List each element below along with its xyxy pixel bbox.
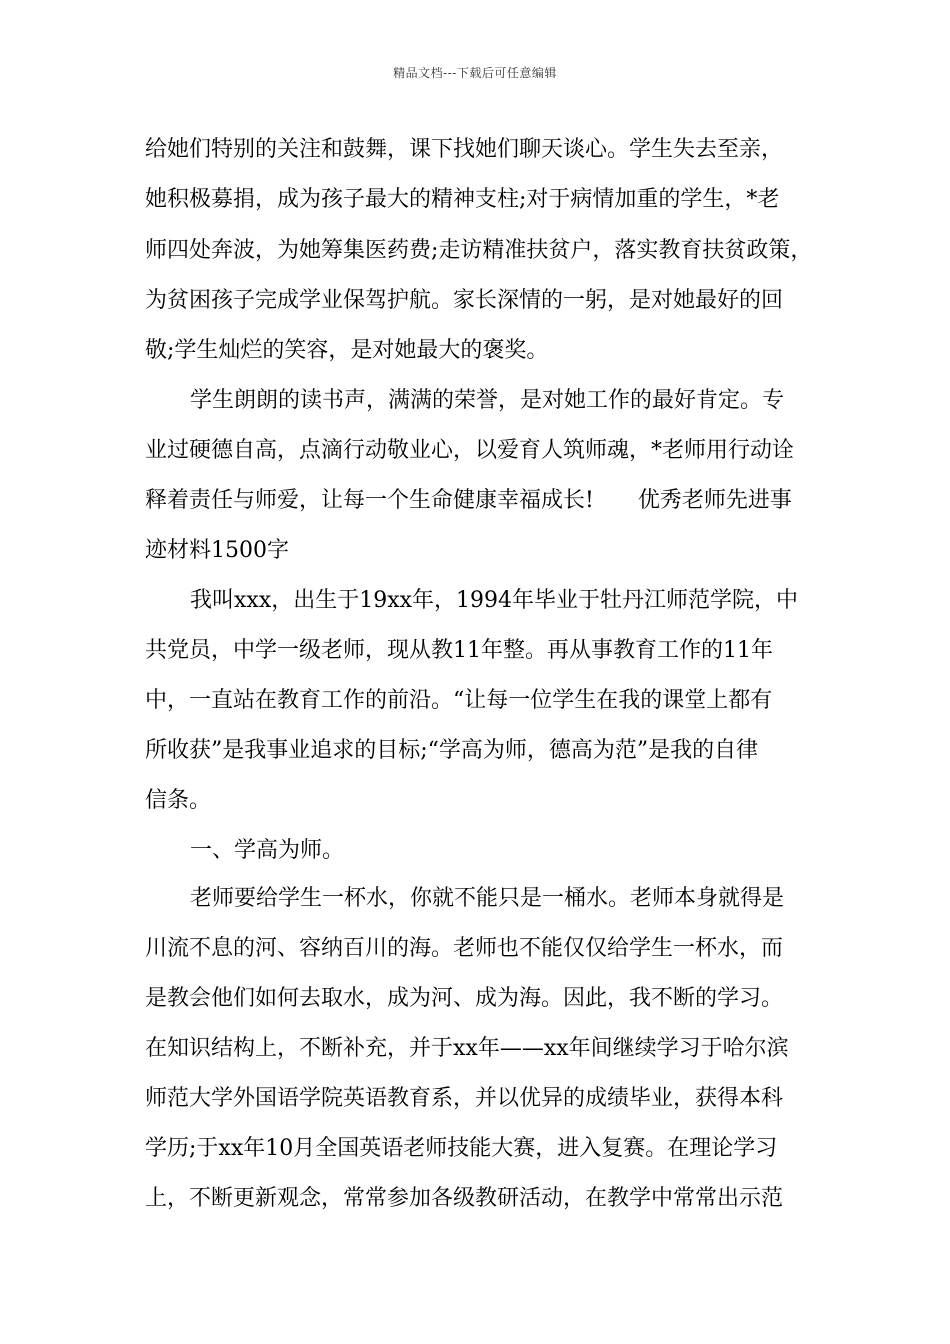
text-line: 释着责任与师爱，让每一个生命健康幸福成长! 优秀老师先进事 xyxy=(145,488,792,513)
text-line: 共党员，中学一级老师，现从教11年整。再从事教育工作的11年 xyxy=(145,638,773,663)
section-heading: 一、学高为师。 xyxy=(190,838,345,863)
text-line: 敬;学生灿烂的笑容，是对她最大的褒奖。 xyxy=(145,338,549,363)
text-line: 所收获”是我事业追求的目标;“学高为师，德高为范”是我的自律 xyxy=(145,738,759,763)
text-line: 学历;于xx年10月全国英语老师技能大赛，进入复赛。在理论学习 xyxy=(145,1136,778,1161)
text-line: 在知识结构上，不断补充，并于xx年——xx年间继续学习于哈尔滨 xyxy=(145,1036,789,1061)
text-line: 她积极募捐，成为孩子最大的精神支柱;对于病情加重的学生，*老 xyxy=(145,187,780,212)
text-line: 迹材料1500字 xyxy=(145,538,289,563)
text-line: 师范大学外国语学院英语教育系，并以优异的成绩毕业，获得本科 xyxy=(145,1086,784,1111)
text-line: 业过硬德自高，点滴行动敬业心，以爱育人筑师魂，*老师用行动诠 xyxy=(145,438,795,463)
text-line: 川流不息的河、容纳百川的海。老师也不能仅仅给学生一杯水，而 xyxy=(145,936,784,961)
text-line: 是教会他们如何去取水，成为河、成为海。因此，我不断的学习。 xyxy=(145,986,784,1011)
page-header: 精品文档---下载后可任意编辑 xyxy=(393,66,557,80)
text-line: 师四处奔波，为她筹集医药费;走访精准扶贫户，落实教育扶贫政策， xyxy=(145,238,813,263)
text-line: 上，不断更新观念，常常参加各级教研活动，在教学中常常出示范 xyxy=(145,1186,784,1211)
text-line: 中，一直站在教育工作的前沿。“让每一位学生在我的课堂上都有 xyxy=(145,688,773,713)
text-line: 给她们特别的关注和鼓舞，课下找她们聊天谈心。学生失去至亲， xyxy=(145,137,784,162)
text-line: 老师要给学生一杯水，你就不能只是一桶水。老师本身就得是 xyxy=(190,886,785,911)
text-line: 为贫困孩子完成学业保驾护航。家长深情的一躬，是对她最好的回 xyxy=(145,288,784,313)
text-line: 学生朗朗的读书声，满满的荣誉，是对她工作的最好肯定。专 xyxy=(190,388,785,413)
text-line: 我叫xxx，出生于19xx年，1994年毕业于牡丹江师范学院，中 xyxy=(190,588,799,613)
text-line: 信条。 xyxy=(145,788,212,813)
